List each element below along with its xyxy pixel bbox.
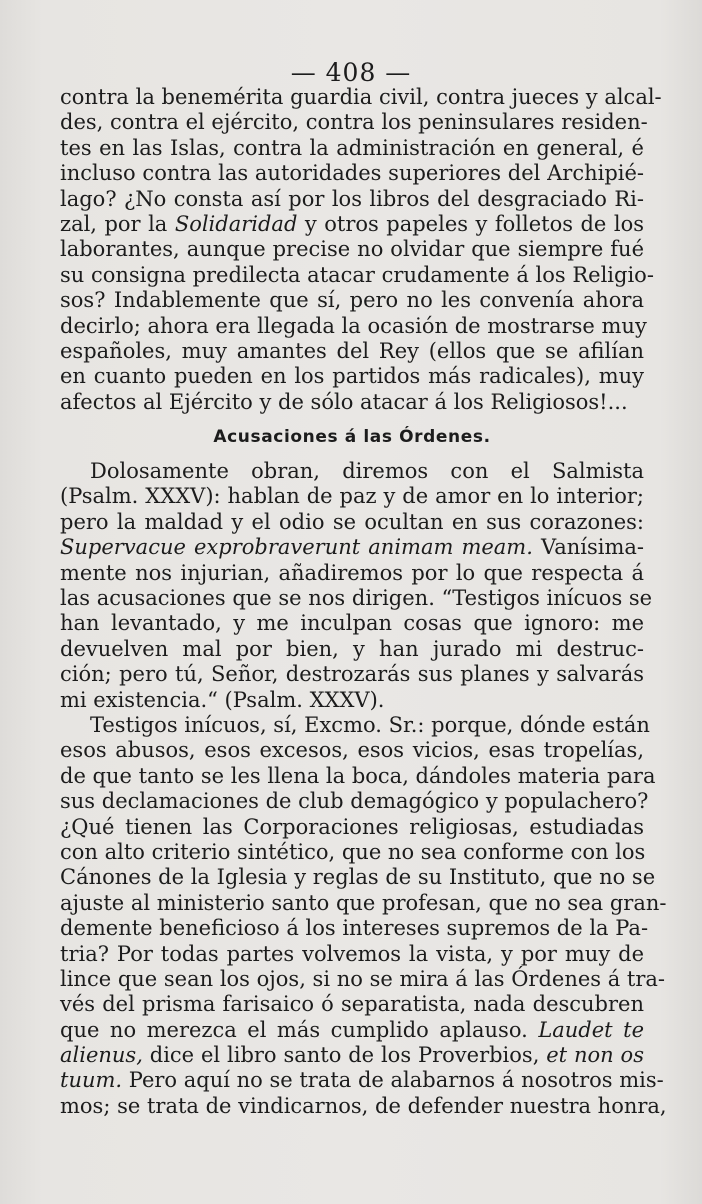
text-line: Supervacue exprobraverunt animam meam. Vanísima- (60, 535, 644, 560)
page-number: — 408 — (290, 58, 412, 87)
text-line: (Psalm. XXXV): hablan de paz y de amor en lo interior; (60, 484, 644, 509)
text-line: ajuste al ministerio santo que profesan, que no sea gran- (60, 890, 667, 915)
text-line: tes en las Islas, contra la administración en general, é (60, 135, 644, 160)
section-heading: Acusaciones á las Órdenes. (213, 427, 491, 448)
text-line: en cuanto pueden en los partidos más radicales), muy (60, 364, 644, 389)
text-line: laborantes, aunque precise no olvidar que siempre fué (60, 237, 644, 262)
text-line: lago? ¿No consta así por los libros del desgraciado Ri- (60, 186, 644, 211)
paragraph-3 (60, 712, 667, 1119)
italic-text: alienus, (60, 1043, 143, 1068)
text-line: de que tanto se les llena la boca, dándoles materia para (60, 763, 656, 788)
body-text (60, 85, 667, 1119)
italic-text: Supervacue exprobraverunt animam meam. (60, 535, 533, 560)
text-line: las acusaciones que se nos dirigen. “Testigos inícuos se (60, 586, 653, 611)
text-line: devuelven mal por bien, y han jurado mi destruc- (60, 636, 644, 661)
text-line: afectos al Ejército y de sólo atacar á los Religiosos!... (60, 389, 628, 414)
text-line: Testigos inícuos, sí, Excmo. Sr.: porque, dónde están (90, 712, 650, 737)
text-line: tuum. Pero aquí no se trata de alabarnos á nosotros mis- (60, 1068, 664, 1093)
text-line: Cánones de la Iglesia y reglas de su Instituto, que no se (60, 865, 656, 890)
text-line: vés del prisma farisaico ó separatista, nada descubren (60, 992, 644, 1017)
paragraph-1 (60, 85, 662, 415)
text-line: incluso contra las autoridades superiores del Archipié- (60, 161, 644, 186)
text-line: sus declamaciones de club demagógico y populachero? (60, 789, 649, 814)
text-line: contra la benemérita guardia civil, contra jueces y alcal- (60, 85, 662, 109)
text-line: con alto criterio sintético, que no sea conforme con los (60, 839, 646, 864)
text-line: zal, por la Solidaridad y otros papeles y folletos de los (60, 211, 644, 236)
italic-text: et non os (546, 1043, 644, 1068)
text-line: esos abusos, esos excesos, esos vicios, esas tropelías, (60, 738, 644, 763)
text-line: sos? Indablemente que sí, pero no les convenía ahora (60, 288, 644, 313)
italic-text: Laudet te (538, 1017, 644, 1042)
text-line: han levantado, y me inculpan cosas que ignoro: me (60, 611, 644, 636)
italic-text: Solidaridad (174, 211, 298, 236)
text-line: mos; se trata de vindicarnos, de defender nuestra honra, (60, 1093, 667, 1118)
text-line: Dolosamente obran, diremos con el Salmista (90, 459, 644, 484)
paragraph-2 (60, 459, 653, 713)
text-line: españoles, muy amantes del Rey (ellos que se afilían (60, 338, 644, 363)
text-line: lince que sean los ojos, si no se mira á las Órdenes á tra- (60, 966, 666, 991)
text-line: demente beneficioso á los intereses supremos de la Pa- (60, 916, 649, 941)
italic-text: tuum. (60, 1068, 123, 1093)
text-line: que no merezca el más cumplido aplauso. Laudet te (60, 1017, 644, 1042)
text-line: ción; pero tú, Señor, destrozarás sus planes y salvarás (60, 662, 644, 687)
text-line: su consigna predilecta atacar crudamente á los Religio- (60, 262, 654, 287)
text-line: pero la maldad y el odio se ocultan en sus corazones: (60, 509, 644, 534)
text-line: tria? Por todas partes volvemos la vista, y por muy de (60, 941, 644, 966)
text-line: des, contra el ejército, contra los peninsulares residen- (60, 110, 648, 135)
text-line: ¿Qué tienen las Corporaciones religiosas, estudiadas (60, 814, 644, 839)
text-line: mi existencia.“ (Psalm. XXXV). (60, 687, 385, 712)
text-line: alienus, dice el libro santo de los Proverbios, et non os (60, 1043, 644, 1068)
text-line: mente nos injurian, añadiremos por lo que respecta á (60, 560, 644, 585)
text-line: decirlo; ahora era llegada la ocasión de mostrarse muy (60, 313, 647, 338)
